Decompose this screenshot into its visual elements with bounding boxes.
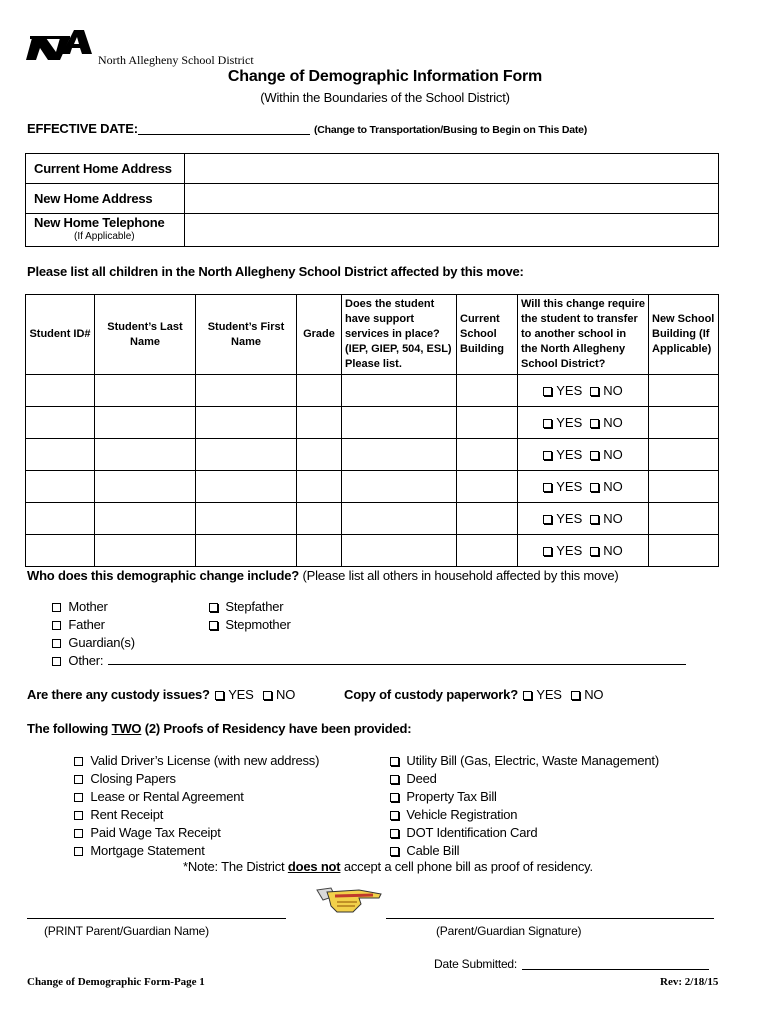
proof-option[interactable] (390, 752, 659, 770)
child-row (26, 375, 719, 407)
child-cell[interactable] (297, 471, 342, 503)
child-cell[interactable] (196, 535, 297, 567)
checkbox-icon[interactable] (52, 603, 61, 612)
child-cell[interactable] (95, 503, 196, 535)
paperwork-yes-label: YES (536, 687, 562, 702)
transfer-no-checkbox-icon[interactable] (590, 515, 599, 524)
checkbox-icon[interactable] (74, 793, 83, 802)
child-cell[interactable] (649, 375, 719, 407)
child-cell[interactable] (297, 503, 342, 535)
current-address-field[interactable] (185, 154, 719, 184)
transfer-no-checkbox-icon[interactable] (590, 483, 599, 492)
child-cell[interactable] (457, 503, 518, 535)
child-cell[interactable] (297, 407, 342, 439)
child-cell[interactable] (342, 407, 457, 439)
current-address-label: Current Home Address (26, 154, 185, 184)
child-row (26, 471, 719, 503)
checkbox-icon[interactable] (390, 757, 399, 766)
children-table-header (26, 295, 719, 375)
transfer-yes-no-cell[interactable] (518, 535, 649, 567)
option-other[interactable]: Other: (52, 652, 135, 670)
proof-option[interactable] (390, 842, 659, 860)
no-label: NO (603, 479, 623, 494)
child-row (26, 439, 719, 471)
other-field[interactable] (108, 664, 686, 665)
new-address-label: New Home Address (26, 184, 185, 214)
child-cell[interactable] (95, 471, 196, 503)
custody-yes-checkbox-icon[interactable] (215, 691, 224, 700)
transfer-yes-checkbox-icon[interactable] (543, 547, 552, 556)
proof-option[interactable] (390, 824, 659, 842)
transfer-yes-checkbox-icon[interactable] (543, 419, 552, 428)
child-cell[interactable] (26, 535, 95, 567)
yes-label: YES (556, 415, 583, 430)
no-label: NO (603, 511, 623, 526)
option-guardians[interactable]: Guardian(s) (52, 634, 135, 652)
proof-label: Utility Bill (Gas, Electric, Waste Management) (406, 753, 659, 768)
custody-yes-label: YES (228, 687, 254, 702)
children-table (25, 294, 719, 567)
household-options-right (209, 598, 291, 634)
district-name: North Allegheny School District (98, 53, 254, 67)
proof-option[interactable] (74, 824, 319, 842)
district-logo (26, 26, 98, 62)
col-grade: Grade (297, 295, 342, 375)
checkbox-icon[interactable] (390, 793, 399, 802)
proofs-heading: The following TWO (2) Proofs of Residency have been provided: (27, 721, 412, 736)
checkbox-icon[interactable] (209, 621, 218, 630)
paperwork-no-label: NO (584, 687, 604, 702)
household-question-line (27, 568, 619, 583)
effective-date-label: EFFECTIVE DATE: (27, 121, 138, 136)
transfer-yes-checkbox-icon[interactable] (543, 515, 552, 524)
child-cell[interactable] (297, 535, 342, 567)
child-row (26, 407, 719, 439)
form-subtitle: (Within the Boundaries of the School District) (260, 90, 510, 105)
proof-option[interactable] (74, 806, 319, 824)
col-new-school: New School Building (If Applicable) (649, 295, 719, 375)
checkbox-icon[interactable] (52, 657, 61, 666)
proofs-right-list (390, 752, 659, 860)
transfer-yes-no-cell[interactable] (518, 439, 649, 471)
proof-label: DOT Identification Card (406, 825, 538, 840)
checkbox-icon[interactable] (390, 775, 399, 784)
household-question: Who does this demographic change include? (27, 568, 300, 583)
paperwork-yes-checkbox-icon[interactable] (523, 691, 532, 700)
checkbox-icon[interactable] (52, 639, 61, 648)
checkbox-icon[interactable] (390, 811, 399, 820)
option-mother[interactable]: Mother (52, 598, 135, 616)
proof-label: Closing Papers (90, 771, 176, 786)
transfer-no-checkbox-icon[interactable] (590, 387, 599, 396)
yes-label: YES (556, 511, 583, 526)
child-cell[interactable] (196, 471, 297, 503)
household-options-left (52, 598, 135, 670)
child-cell[interactable] (649, 535, 719, 567)
option-father[interactable]: Father (52, 616, 135, 634)
proof-label: Mortgage Statement (90, 843, 205, 858)
checkbox-icon[interactable] (74, 811, 83, 820)
no-label: NO (603, 447, 623, 462)
no-label: NO (603, 543, 623, 558)
proof-option[interactable] (74, 842, 319, 860)
transfer-yes-no-cell[interactable] (518, 471, 649, 503)
proofs-left-list (74, 752, 319, 860)
address-row-telephone (26, 214, 719, 247)
child-cell[interactable] (457, 439, 518, 471)
child-cell[interactable] (649, 439, 719, 471)
child-cell[interactable] (196, 375, 297, 407)
child-cell[interactable] (457, 471, 518, 503)
proof-label: Valid Driver’s License (with new address) (90, 753, 320, 768)
child-cell[interactable] (26, 407, 95, 439)
checkbox-icon[interactable] (74, 775, 83, 784)
yes-label: YES (556, 383, 583, 398)
child-cell[interactable] (342, 503, 457, 535)
proofs-note: *Note: The District does not accept a cell phone bill as proof of residency. (183, 859, 593, 874)
telephone-label: New Home Telephone (34, 215, 165, 230)
col-current-school: Current School Building (457, 295, 518, 375)
child-row (26, 503, 719, 535)
child-cell[interactable] (95, 535, 196, 567)
proof-label: Vehicle Registration (406, 807, 518, 822)
transfer-yes-checkbox-icon[interactable] (543, 451, 552, 460)
child-cell[interactable] (649, 407, 719, 439)
footer-left: Change of Demographic Form-Page 1 (27, 976, 205, 988)
col-last-name: Student’s Last Name (95, 295, 196, 375)
checkbox-icon[interactable] (74, 829, 83, 838)
col-first-name: Student’s First Name (196, 295, 297, 375)
signature-label: (Parent/Guardian Signature) (436, 924, 582, 938)
custody-line (27, 687, 295, 702)
proof-label: Lease or Rental Agreement (90, 789, 244, 804)
no-label: NO (603, 383, 623, 398)
child-cell[interactable] (196, 407, 297, 439)
paperwork-no-checkbox-icon[interactable] (571, 691, 580, 700)
no-label: NO (603, 415, 623, 430)
col-transfer: Will this change require the student to transfer to another school in the North Allegheny School District? (518, 295, 649, 375)
col-support-services: Does the student have support services in place? (IEP, GIEP, 504, ESL) Please list. (342, 295, 457, 375)
address-table (25, 153, 719, 247)
transfer-no-checkbox-icon[interactable] (590, 547, 599, 556)
signature-field[interactable] (386, 918, 714, 919)
child-cell[interactable] (26, 375, 95, 407)
telephone-sublabel: (If Applicable) (74, 231, 135, 242)
proof-label: Paid Wage Tax Receipt (90, 825, 221, 840)
child-cell[interactable] (196, 503, 297, 535)
proof-option[interactable] (74, 788, 319, 806)
child-cell[interactable] (457, 535, 518, 567)
proof-option[interactable] (390, 770, 659, 788)
child-cell[interactable] (649, 471, 719, 503)
custody-no-label: NO (276, 687, 296, 702)
proof-option[interactable] (390, 806, 659, 824)
yes-label: YES (556, 479, 583, 494)
transfer-no-checkbox-icon[interactable] (590, 419, 599, 428)
custody-question: Are there any custody issues? (27, 687, 210, 702)
child-cell[interactable] (26, 439, 95, 471)
address-row-new (26, 184, 719, 214)
transfer-yes-no-cell[interactable] (518, 375, 649, 407)
child-cell[interactable] (649, 503, 719, 535)
col-student-id: Student ID# (26, 295, 95, 375)
child-cell[interactable] (457, 407, 518, 439)
option-stepfather[interactable]: Stepfather (209, 598, 291, 616)
transfer-yes-checkbox-icon[interactable] (543, 387, 552, 396)
footer-right: Rev: 2/18/15 (660, 976, 719, 988)
print-name-field[interactable] (27, 918, 286, 919)
address-row-current (26, 154, 719, 184)
paperwork-line (344, 687, 603, 702)
child-row (26, 535, 719, 567)
telephone-field[interactable] (185, 214, 719, 247)
telephone-label-cell (26, 214, 185, 247)
checkbox-icon[interactable] (74, 847, 83, 856)
proof-label: Property Tax Bill (406, 789, 497, 804)
child-cell[interactable] (297, 439, 342, 471)
proof-label: Rent Receipt (90, 807, 164, 822)
custody-no-checkbox-icon[interactable] (263, 691, 272, 700)
transfer-yes-no-cell[interactable] (518, 407, 649, 439)
form-title: Change of Demographic Information Form (227, 68, 543, 85)
proof-option[interactable] (390, 788, 659, 806)
children-heading: Please list all children in the North Allegheny School District affected by this move: (27, 264, 524, 279)
child-cell[interactable] (342, 439, 457, 471)
date-submitted-field[interactable] (522, 969, 709, 970)
child-cell[interactable] (95, 375, 196, 407)
transfer-no-checkbox-icon[interactable] (590, 451, 599, 460)
paperwork-question: Copy of custody paperwork? (344, 687, 518, 702)
effective-date-field[interactable] (138, 134, 310, 135)
checkbox-icon[interactable] (52, 621, 61, 630)
effective-date-note: (Change to Transportation/Busing to Begin on This Date) (314, 124, 588, 136)
child-cell[interactable] (95, 407, 196, 439)
new-address-field[interactable] (185, 184, 719, 214)
pointing-hand-icon (313, 884, 385, 918)
proof-label: Cable Bill (406, 843, 460, 858)
child-cell[interactable] (297, 375, 342, 407)
checkbox-icon[interactable] (390, 829, 399, 838)
proof-label: Deed (406, 771, 437, 786)
child-cell[interactable] (342, 375, 457, 407)
checkbox-icon[interactable] (74, 757, 83, 766)
yes-label: YES (556, 447, 583, 462)
transfer-yes-no-cell[interactable] (518, 503, 649, 535)
child-cell[interactable] (457, 375, 518, 407)
yes-label: YES (556, 543, 583, 558)
proof-option[interactable] (74, 752, 319, 770)
checkbox-icon[interactable] (209, 603, 218, 612)
option-stepmother[interactable]: Stepmother (209, 616, 291, 634)
checkbox-icon[interactable] (390, 847, 399, 856)
date-submitted-label: Date Submitted: (434, 957, 518, 971)
child-cell[interactable] (196, 439, 297, 471)
proof-option[interactable] (74, 770, 319, 788)
child-cell[interactable] (26, 471, 95, 503)
household-note: (Please list all others in household affected by this move) (302, 568, 619, 583)
child-cell[interactable] (95, 439, 196, 471)
child-cell[interactable] (342, 471, 457, 503)
print-name-label: (PRINT Parent/Guardian Name) (44, 924, 209, 938)
child-cell[interactable] (26, 503, 95, 535)
child-cell[interactable] (342, 535, 457, 567)
transfer-yes-checkbox-icon[interactable] (543, 483, 552, 492)
